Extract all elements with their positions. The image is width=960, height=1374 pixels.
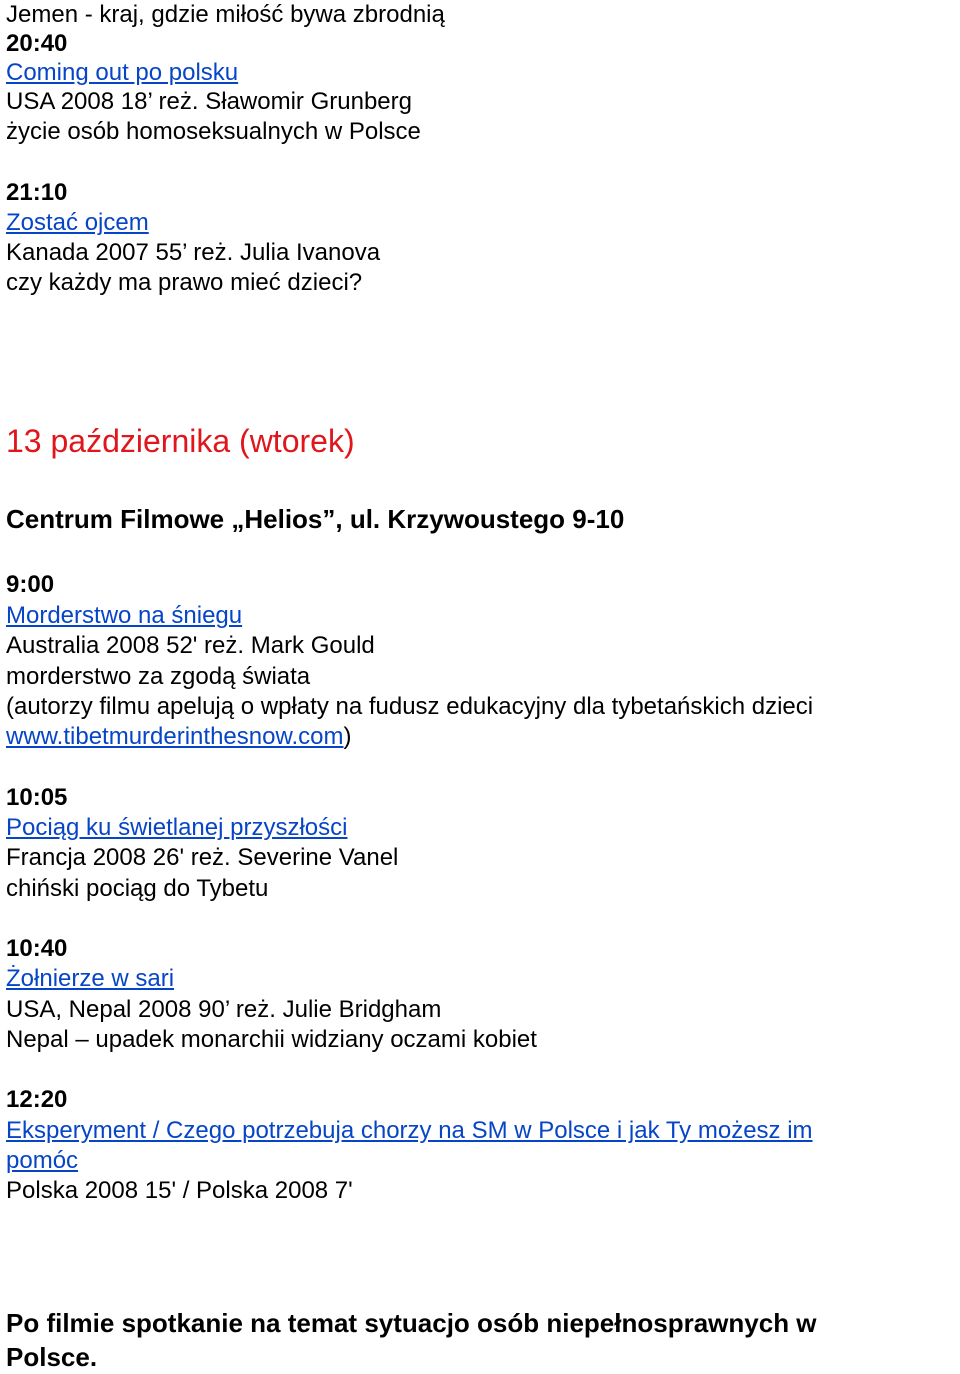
screening-time: 10:05 <box>6 784 68 811</box>
venue-heading: Centrum Filmowe „Helios”, ul. Krzywoustego 9-10 <box>6 504 625 534</box>
film-description: życie osób homoseksualnych w Polsce <box>6 118 421 145</box>
day-heading: 13 października (wtorek) <box>6 423 355 459</box>
film-title-link[interactable]: Eksperyment / Czego potrzebuja chorzy na SM w Polsce i jak Ty możesz im <box>6 1117 813 1144</box>
film-info: Francja 2008 26' reż. Severine Vanel <box>6 844 399 871</box>
film-title-link[interactable]: Pociąg ku świetlanej przyszłości <box>6 814 348 841</box>
film-description: chiński pociąg do Tybetu <box>6 875 269 902</box>
film-title-link[interactable]: Morderstwo na śniegu <box>6 602 243 629</box>
film-info: Polska 2008 15' / Polska 2008 7' <box>6 1177 353 1204</box>
film-note: (autorzy filmu apelują o wpłaty na fudusz edukacyjny dla tybetańskich dzieci <box>6 693 814 720</box>
film-description: czy każdy ma prawo mieć dzieci? <box>6 269 363 296</box>
film-description: morderstwo za zgodą świata <box>6 663 311 690</box>
film-title-link-cont[interactable]: pomóc <box>6 1147 79 1174</box>
film-info: Australia 2008 52' reż. Mark Gould <box>6 632 375 659</box>
screening-time: 9:00 <box>6 571 55 598</box>
film-description: Nepal – upadek monarchii widziany oczami kobiet <box>6 1026 537 1053</box>
film-info: USA 2008 18’ reż. Sławomir Grunberg <box>6 88 412 115</box>
film-website-line <box>6 722 351 752</box>
closing-note: Po filmie spotkanie na temat sytuacjo osób niepełnosprawnych w <box>6 1308 817 1338</box>
screening-time: 12:20 <box>6 1086 68 1113</box>
screening-time: 10:40 <box>6 935 68 962</box>
film-info: USA, Nepal 2008 90’ reż. Julie Bridgham <box>6 996 442 1023</box>
film-title-link[interactable]: Zostać ojcem <box>6 209 149 236</box>
film-website-link[interactable]: www.tibetmurderinthesnow.com <box>6 723 344 750</box>
film-title-link[interactable]: Coming out po polsku <box>6 59 239 86</box>
screening-time: 20:40 <box>6 30 68 57</box>
screening-time: 21:10 <box>6 179 68 206</box>
film-description: Jemen - kraj, gdzie miłość bywa zbrodnią <box>6 1 445 28</box>
closing-paren: ) <box>343 723 352 750</box>
closing-note-cont: Polsce. <box>6 1342 98 1372</box>
film-title-link[interactable]: Żołnierze w sari <box>6 965 175 992</box>
film-info: Kanada 2007 55’ reż. Julia Ivanova <box>6 239 381 266</box>
